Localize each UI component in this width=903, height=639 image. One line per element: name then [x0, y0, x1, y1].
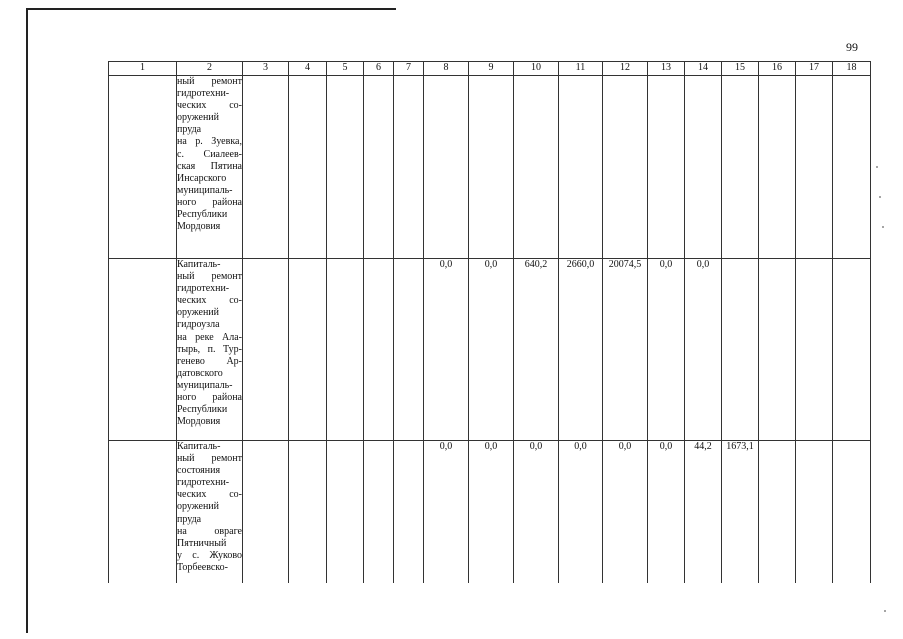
value-cell-col-6	[364, 76, 394, 259]
description-line: Капиталь-	[177, 259, 221, 270]
description-line: муниципаль-	[177, 184, 233, 196]
value-cell-col-10	[514, 76, 559, 259]
value-cell-col-11: 2660,0	[559, 259, 603, 441]
description-line: с. Сиалеев-	[177, 148, 242, 160]
description-line: на реке Ала-	[177, 331, 242, 343]
value-cell-col-18	[833, 441, 871, 584]
scan-speck	[882, 226, 884, 228]
value-cell-col-16	[759, 259, 796, 441]
description-line: муниципаль-	[177, 379, 233, 391]
column-header: 3	[243, 62, 289, 76]
description-line: гидротехни-	[177, 88, 230, 100]
column-header: 10	[514, 62, 559, 76]
description-line: Инсарского	[177, 172, 227, 184]
scan-edge-left	[26, 8, 28, 633]
value-cell-col-10: 640,2	[514, 259, 559, 441]
object-description-cell	[177, 441, 243, 584]
description-line: ный ремонт	[177, 271, 242, 283]
value-cell-col-16	[759, 76, 796, 259]
description-line: оружений	[177, 112, 220, 124]
row-number-cell	[109, 259, 177, 441]
value-cell-col-5	[327, 76, 364, 259]
column-header: 8	[424, 62, 469, 76]
description-line: оружений	[177, 501, 220, 513]
value-cell-col-10: 0,0	[514, 441, 559, 584]
description-line: ская Пятина	[177, 160, 242, 172]
description-line: тырь, п. Тур-	[177, 343, 242, 355]
description-line: Торбеевско-	[177, 561, 228, 573]
value-cell-col-3	[243, 441, 289, 584]
description-line: Капиталь-	[177, 441, 221, 452]
value-cell-col-4	[289, 259, 327, 441]
description-line: ный ремонт	[177, 453, 242, 465]
description-line: на р. Зуевка,	[177, 136, 242, 148]
description-line: ного района	[177, 392, 242, 404]
column-header: 4	[289, 62, 327, 76]
scan-speck	[884, 610, 886, 612]
description-line: ческих со-	[177, 489, 242, 501]
description-line: Республики	[177, 404, 228, 416]
value-cell-col-15	[722, 76, 759, 259]
description-line: ческих со-	[177, 295, 242, 307]
column-header: 16	[759, 62, 796, 76]
scan-edge-top	[26, 8, 396, 10]
value-cell-col-6	[364, 259, 394, 441]
description-line: гидроузла	[177, 319, 220, 331]
column-number-row	[109, 62, 871, 76]
value-cell-col-9	[469, 76, 514, 259]
column-header: 18	[833, 62, 871, 76]
description-line: гидротехни-	[177, 283, 230, 295]
value-cell-col-15	[722, 259, 759, 441]
value-cell-col-12: 0,0	[603, 441, 648, 584]
value-cell-col-4	[289, 441, 327, 584]
description-line: пруда	[177, 124, 202, 136]
description-line: генево Ар-	[177, 355, 242, 367]
description-line: ный ремонт	[177, 76, 242, 87]
value-cell-col-3	[243, 259, 289, 441]
description-line: у с. Жуково	[177, 549, 242, 561]
column-header: 2	[177, 62, 243, 76]
table-row	[109, 259, 871, 441]
description-line: Мордовия	[177, 221, 221, 233]
row-number-cell	[109, 441, 177, 584]
column-header: 14	[685, 62, 722, 76]
column-header: 15	[722, 62, 759, 76]
value-cell-col-12: 20074,5	[603, 259, 648, 441]
value-cell-col-14	[685, 76, 722, 259]
object-description-cell	[177, 259, 243, 441]
value-cell-col-16	[759, 441, 796, 584]
value-cell-col-13	[648, 76, 685, 259]
value-cell-col-5	[327, 441, 364, 584]
value-cell-col-8: 0,0	[424, 259, 469, 441]
description-line: гидротехни-	[177, 477, 230, 489]
description-line: датовского	[177, 367, 223, 379]
value-cell-col-17	[796, 441, 833, 584]
value-cell-col-5	[327, 259, 364, 441]
value-cell-col-18	[833, 76, 871, 259]
column-header: 9	[469, 62, 514, 76]
row-number-cell	[109, 76, 177, 259]
object-description-cell	[177, 76, 243, 259]
table-row	[109, 76, 871, 259]
value-cell-col-11	[559, 76, 603, 259]
value-cell-col-11: 0,0	[559, 441, 603, 584]
column-header: 17	[796, 62, 833, 76]
value-cell-col-14: 44,2	[685, 441, 722, 584]
table-row	[109, 441, 871, 584]
page-number: 99	[846, 40, 858, 54]
column-header: 5	[327, 62, 364, 76]
value-cell-col-17	[796, 259, 833, 441]
column-header: 6	[364, 62, 394, 76]
budget-table	[108, 61, 871, 583]
description-line: ного района	[177, 196, 242, 208]
description-line: оружений	[177, 307, 220, 319]
column-header: 1	[109, 62, 177, 76]
value-cell-col-4	[289, 76, 327, 259]
value-cell-col-13: 0,0	[648, 441, 685, 584]
column-header: 13	[648, 62, 685, 76]
value-cell-col-7	[394, 259, 424, 441]
value-cell-col-9: 0,0	[469, 259, 514, 441]
value-cell-col-8: 0,0	[424, 441, 469, 584]
value-cell-col-8	[424, 76, 469, 259]
description-line: состояния	[177, 465, 221, 477]
value-cell-col-7	[394, 76, 424, 259]
value-cell-col-12	[603, 76, 648, 259]
value-cell-col-15: 1673,1	[722, 441, 759, 584]
value-cell-col-6	[364, 441, 394, 584]
value-cell-col-3	[243, 76, 289, 259]
column-header: 11	[559, 62, 603, 76]
description-line: Республики	[177, 209, 228, 221]
value-cell-col-14: 0,0	[685, 259, 722, 441]
column-header: 12	[603, 62, 648, 76]
description-line: Мордовия	[177, 416, 221, 428]
description-line: на овраге	[177, 525, 242, 537]
scan-speck	[879, 196, 881, 198]
value-cell-col-9: 0,0	[469, 441, 514, 584]
value-cell-col-7	[394, 441, 424, 584]
description-line: Пятничный	[177, 537, 227, 549]
value-cell-col-13: 0,0	[648, 259, 685, 441]
column-header: 7	[394, 62, 424, 76]
description-line: пруда	[177, 513, 202, 525]
value-cell-col-17	[796, 76, 833, 259]
description-line: ческих со-	[177, 100, 242, 112]
value-cell-col-18	[833, 259, 871, 441]
scan-speck	[876, 166, 878, 168]
